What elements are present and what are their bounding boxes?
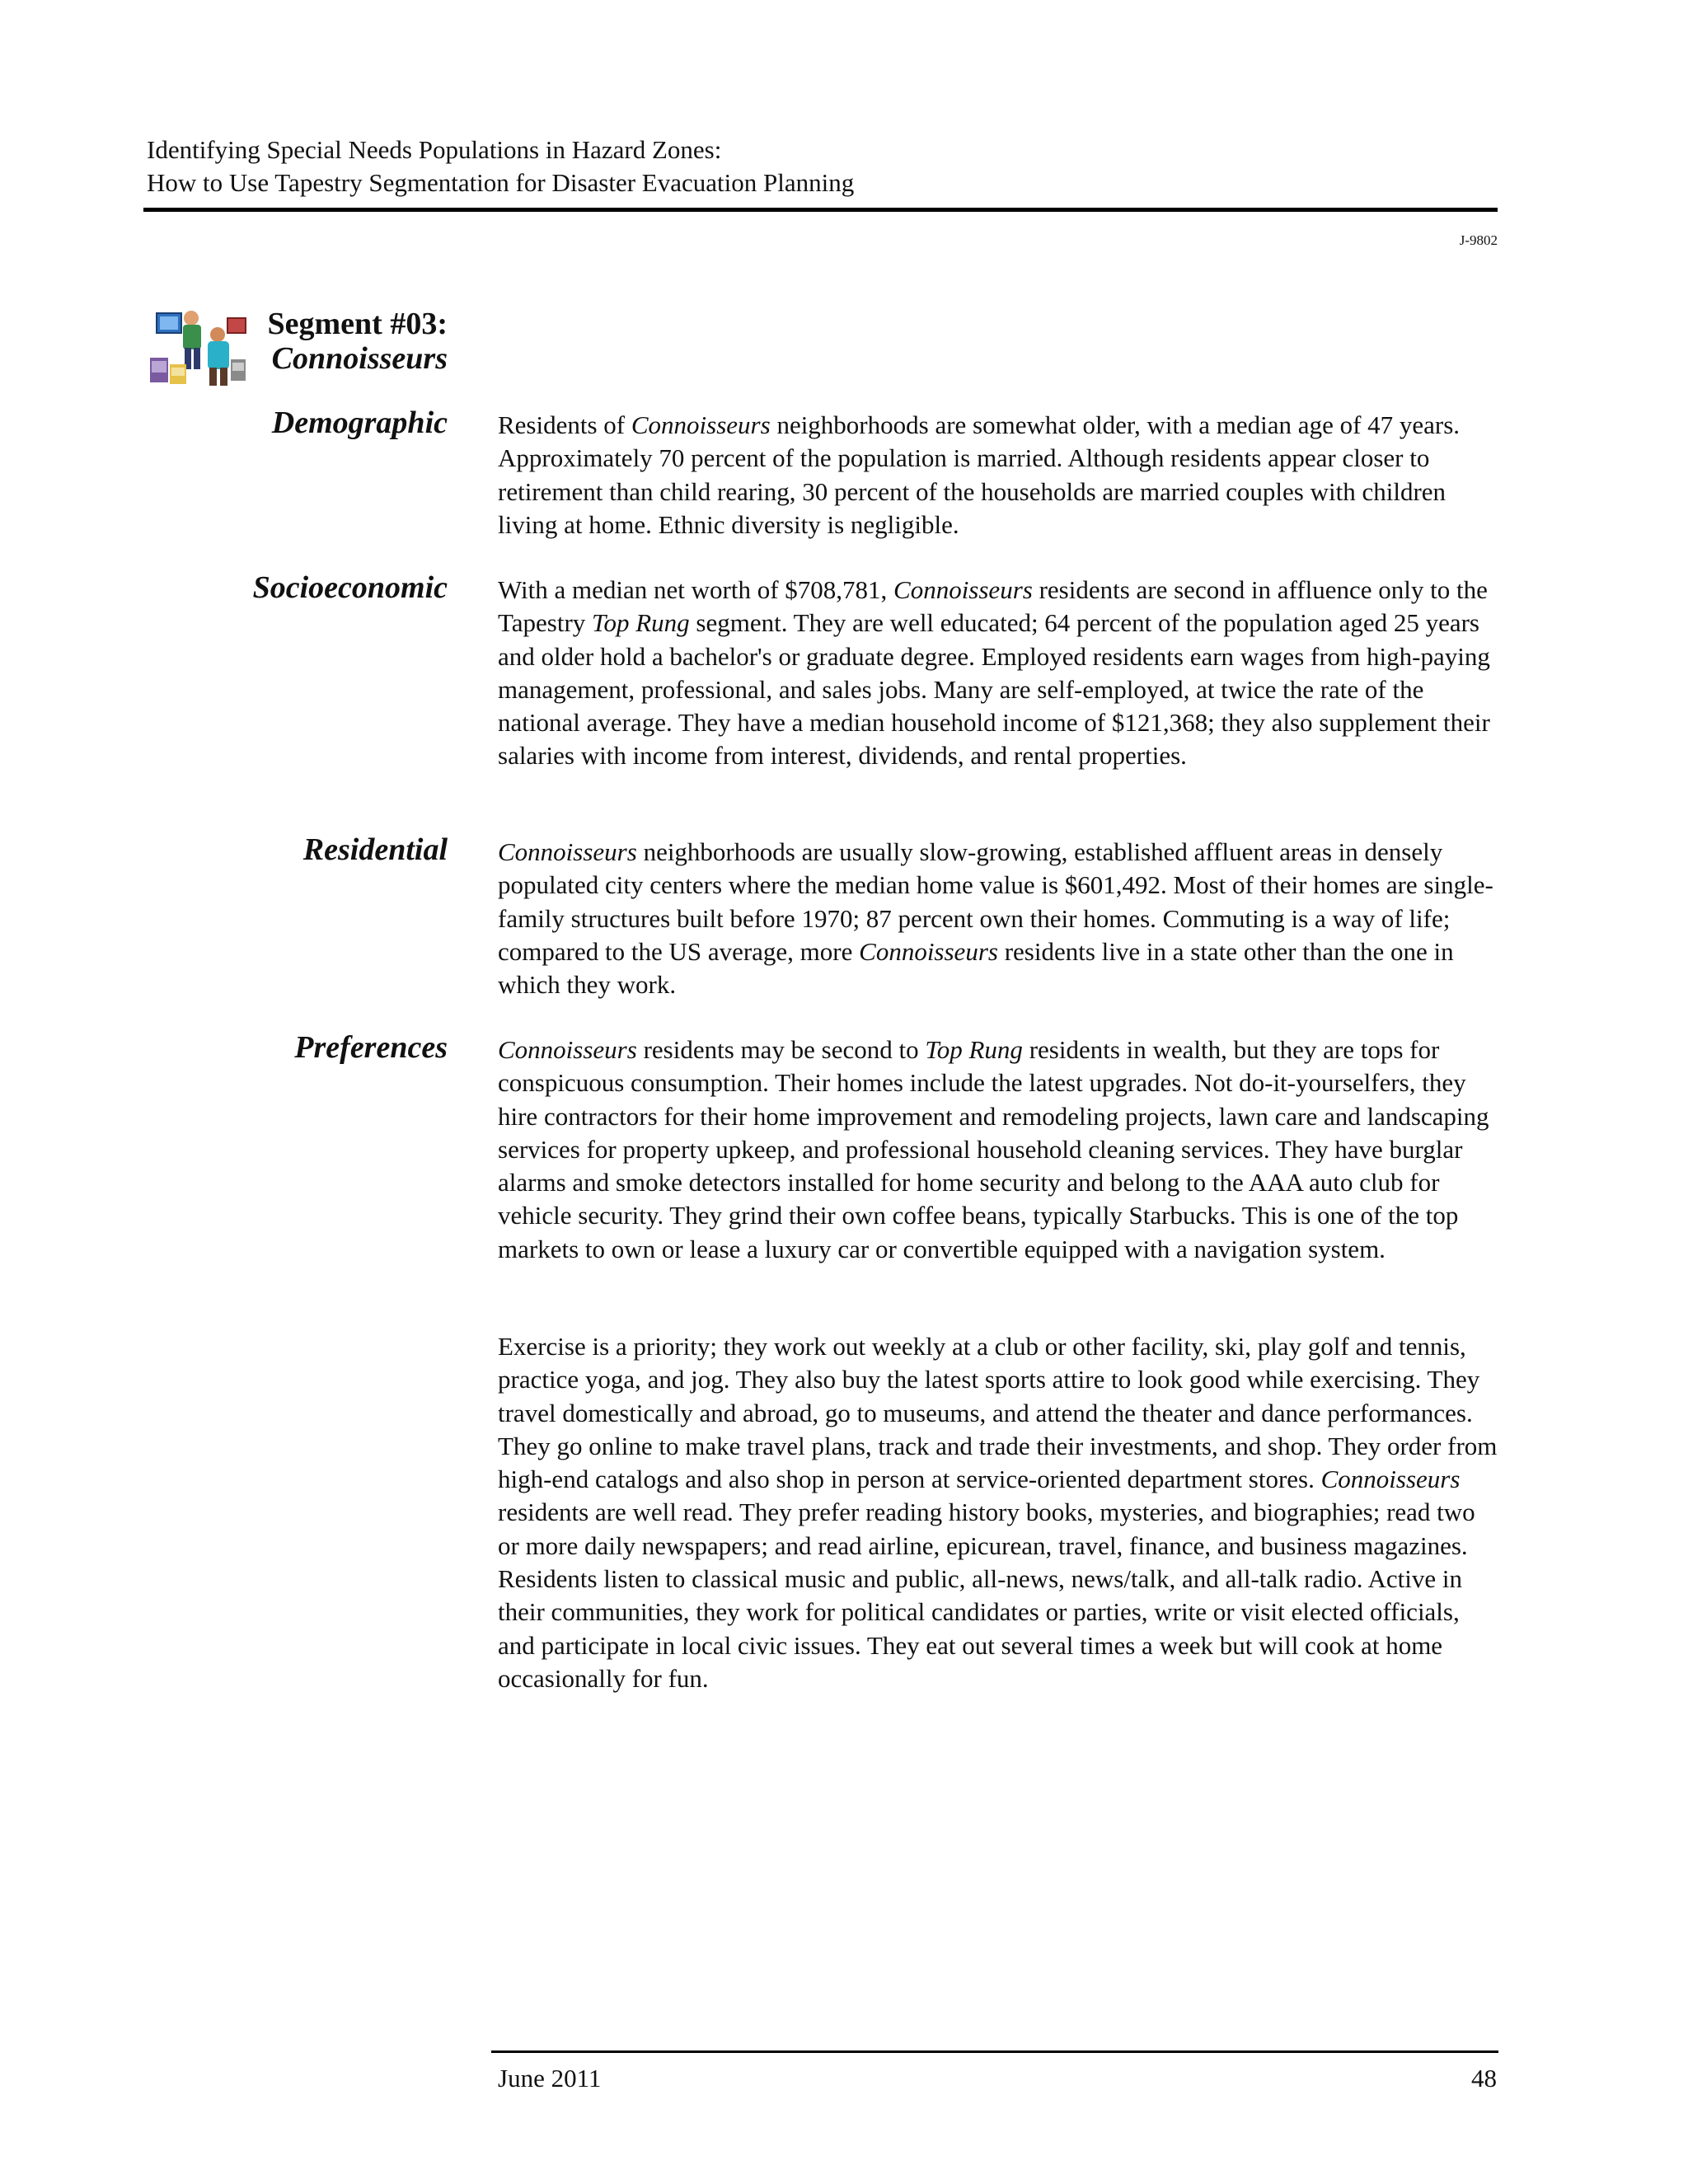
section-text-demographic: Residents of Connoisseurs neighborhoods are somewhat older, with a median age of 47 years. Approximately 70 percent of the population is married. Although residents appear closer to retirement than child rearing, 30 percent of the households are married couples with children living at home. Ethnic diversity is negligible.	[498, 410, 1461, 539]
running-header	[147, 134, 854, 199]
section-text-preferences-1: Connoisseurs residents may be second to Top Rung residents in wealth, but they are tops for conspicuous consumption. Their homes include the latest upgrades. Not do-it-yourselfers, they hire contractors for their home improvement and remodeling projects, lawn care and landscaping services for property upkeep, and professional household cleaning services. They have burglar alarms and smoke detectors installed for home security and belong to the AAA auto club for vehicle security. They grind their own coffee beans, typically Starbucks. This is one of the top markets to own or lease a luxury car or convertible equipped with a navigation system.	[498, 1035, 1489, 1263]
section-label-preferences: Preferences	[294, 1030, 448, 1065]
section-label-residential: Residential	[302, 832, 448, 867]
footer-divider	[491, 2050, 1498, 2053]
footer-date: June 2011	[498, 2064, 602, 2093]
segment-people-icon	[148, 307, 249, 391]
header-divider	[143, 208, 1498, 212]
section-label-socioeconomic: Socioeconomic	[252, 570, 448, 605]
segment-number: Segment #03:	[267, 307, 448, 341]
header-line-2: How to Use Tapestry Segmentation for Disaster Evacuation Planning	[147, 168, 855, 197]
page-number: 48	[1471, 2064, 1497, 2093]
document-id: J-9802	[1459, 232, 1498, 248]
section-text-preferences-2: Exercise is a priority; they work out weekly at a club or other facility, ski, play golf and tennis, practice yoga, and jog. They also buy the latest sports attire to look good while exercising. They travel domestically and abroad, go to museums, and attend the theater and dance performances. They go online to make travel plans, track and trade their investments, and shop. They order from high-end catalogs and also shop in person at service-oriented department stores. Connoisseurs residents are well read. They prefer reading history books, mysteries, and biographies; read two or more daily newspapers; and read airline, epicurean, travel, finance, and business magazines. Residents listen to classical music and public, all-news, news/talk, and all-talk radio. Active in their communities, they work for political candidates or parties, write or visit elected officials, and participate in local civic issues. They eat out several times a week but will cook at home occasionally for fun.	[498, 1332, 1498, 1693]
section-text-socioeconomic: With a median net worth of $708,781, Connoisseurs residents are second in affluence only to the Tapestry Top Rung segment. They are well educated; 64 percent of the population aged 25 years and older hold a bachelor's or graduate degree. Employed residents earn wages from high-paying management, professional, and sales jobs. Many are self-employed, at twice the rate of the national average. They have a median household income of $121,368; they also supplement their salaries with income from interest, dividends, and rental properties.	[498, 575, 1490, 771]
segment-title	[247, 307, 448, 376]
section-label-demographic: Demographic	[271, 405, 448, 440]
section-text-residential: Connoisseurs neighborhoods are usually slow-growing, established affluent areas in densely populated city centers where the median home value is $601,492. Most of their homes are single-family structures built before 1970; 87 percent own their homes. Commuting is a way of life; compared to the US average, more Connoisseurs residents live in a state other than the one in which they work.	[498, 837, 1493, 1000]
segment-name: Connoisseurs	[271, 341, 448, 376]
header-line-1: Identifying Special Needs Populations in Hazard Zones:	[147, 135, 722, 164]
